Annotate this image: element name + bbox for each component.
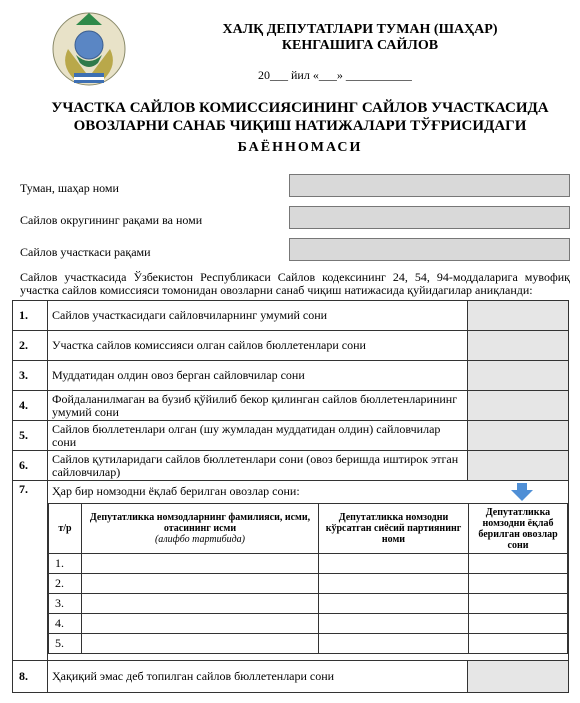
row-value-input[interactable] [468, 331, 569, 361]
col-tp: т/р [49, 504, 82, 554]
field-label-okrug: Сайлов округининг рақами ва номи [20, 213, 203, 227]
table-row [13, 361, 569, 391]
row-value-input[interactable] [468, 661, 569, 693]
col-name-note: (алифбо тартибида) [154, 534, 246, 545]
row-label: Муддатидан олдин овоз берган сайловчилар сони [48, 361, 468, 391]
row-value-input[interactable] [468, 421, 569, 451]
table-row: 5. [49, 634, 568, 654]
row-value-input[interactable] [468, 361, 569, 391]
col-name: Депутатликка номзодларнинг фамилияси, исми, отасининг исми (алифбо тартибида) [82, 504, 319, 554]
row-number: 3. [13, 361, 48, 391]
row-label: Ҳақиқий эмас деб топилган сайлов бюллетенлари сони [48, 661, 468, 693]
header-line1: ХАЛҚ ДЕПУТАТЛАРИ ТУМАН (ШАҲАР) [222, 22, 498, 37]
candidates-row [13, 481, 569, 661]
district-input[interactable] [289, 174, 570, 197]
okrug-input[interactable] [289, 206, 570, 229]
row-number: 5. [13, 421, 48, 451]
row-value-input[interactable] [468, 301, 569, 331]
row-number: 7. [13, 481, 48, 661]
table-row: 3. [49, 594, 568, 614]
row-value-input[interactable] [468, 451, 569, 481]
table-row: 1. [49, 554, 568, 574]
row-number: 1. [13, 301, 48, 331]
table-row [13, 421, 569, 451]
table-row: 2. [49, 574, 568, 594]
row-number: 8. [13, 661, 48, 693]
row-number: 4. [13, 391, 48, 421]
title-line1: УЧАСТКА САЙЛОВ КОМИССИЯСИНИНГ САЙЛОВ УЧАСТКАСИДА [51, 100, 549, 116]
results-table [12, 300, 569, 693]
table-row: 4. [49, 614, 568, 634]
table-row [13, 391, 569, 421]
table-row [13, 451, 569, 481]
row-number: 6. [13, 451, 48, 481]
row-value-input[interactable] [468, 391, 569, 421]
table-row [13, 661, 569, 693]
col-party: Депутатликка номзодни кўрсатган сиёсий партиянинг номи [319, 504, 469, 554]
table-row [13, 301, 569, 331]
title-line2: ОВОЗЛАРНИ САНАБ ЧИҚИШ НАТИЖАЛАРИ ТЎҒРИСИДАГИ [73, 118, 527, 134]
field-label-district: Туман, шаҳар номи [20, 181, 119, 195]
row-label: Сайлов қутиларидаги сайлов бюллетенлари сони (овоз беришда иштирок этган сайловчилар) [48, 451, 468, 481]
row-label: Фойдаланилмаган ва бузиб қўйилиб бекор қилинган сайлов бюллетенларининг умумий сони [48, 391, 468, 421]
header-line2: КЕНГАШИГА САЙЛОВ [281, 38, 439, 53]
candidates-table [48, 503, 568, 654]
row-label: Сайлов участкасидаги сайловчиларнинг умумий сони [48, 301, 468, 331]
state-emblem-icon [46, 5, 132, 91]
title-line3: БАЁННОМАСИ [237, 140, 363, 155]
candidates-label: Ҳар бир номзодни ёқлаб берилган овозлар сони: [52, 484, 300, 498]
row-label: Сайлов бюллетенлари олган (шу жумладан муддатидан олдин) сайловчилар сони [48, 421, 468, 451]
field-label-precinct: Сайлов участкаси рақами [20, 245, 151, 259]
row-label: Участка сайлов комиссияси олган сайлов бюллетенлари сони [48, 331, 468, 361]
candidates-header-row [49, 504, 568, 554]
intro-text: Сайлов участкасида Ўзбекистон Республикаси Сайлов кодексининг 24, 54, 94-моддаларига мувофиқ участка сайлов комиссияси томонидан овозларни санаб чиқиш натижасида қуйидагилар аниқланди: [20, 270, 570, 297]
date-line: 20___ йил «___» ___________ [258, 68, 412, 82]
precinct-input[interactable] [289, 238, 570, 261]
row-number: 2. [13, 331, 48, 361]
table-row [13, 331, 569, 361]
arrow-down-icon [510, 483, 534, 501]
col-votes: Депутатликка номзодни ёқлаб берилган овозлар сони [469, 504, 568, 554]
